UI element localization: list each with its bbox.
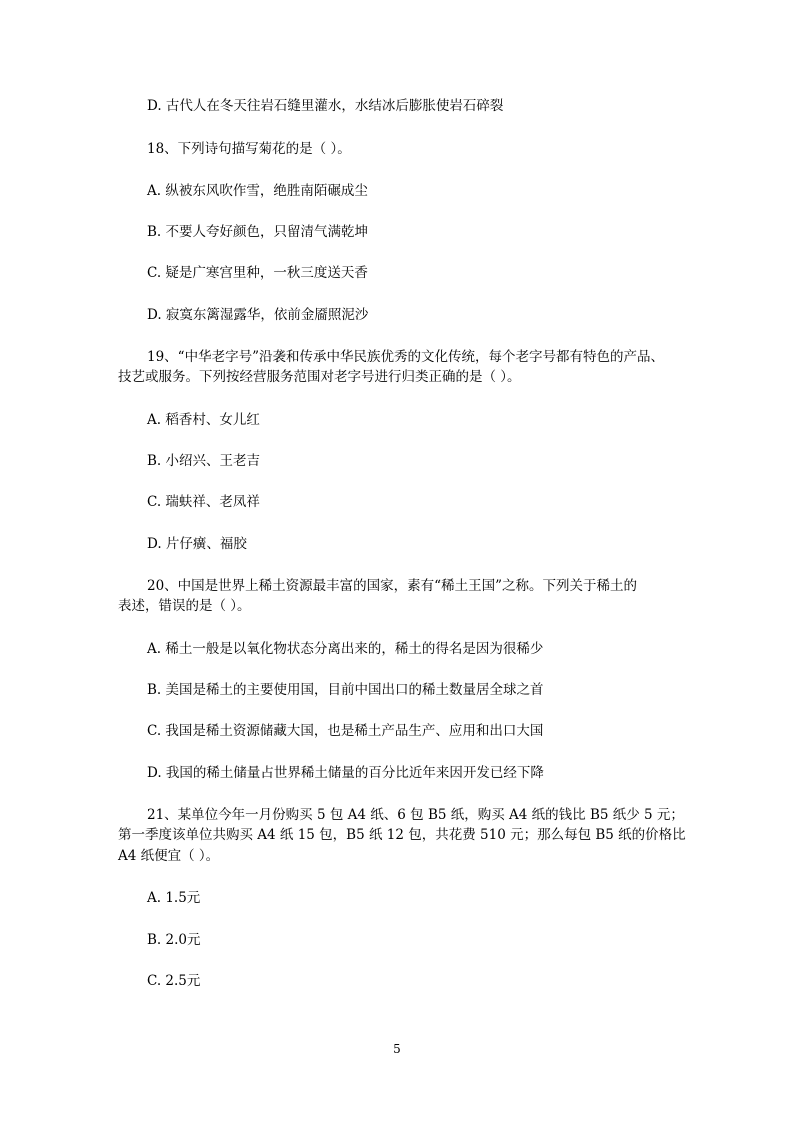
option-18-d: D. 寂寞东篱湿露华，依前金靥照泥沙 [147, 307, 369, 323]
option-21-a: A. 1.5元 [147, 890, 201, 906]
option-20-c: C. 我国是稀土资源储藏大国，也是稀土产品生产、应用和出口大国 [147, 723, 544, 739]
option-18-c: C. 疑是广寒宫里种，一秋三度送天香 [147, 265, 368, 281]
question-21-text-cont: 第一季度该单位共购买 A4 纸 15 包，B5 纸 12 包，共花费 510 元；那么每包 B5 纸的价格比 [118, 827, 686, 843]
option-19-b: B. 小绍兴、王老吉 [147, 453, 261, 469]
question-18-text: 18、下列诗句描写菊花的是（ ）。 [147, 141, 351, 157]
question-20-text: 20、中国是世界上稀土资源最丰富的国家，素有“稀土王国”之称。下列关于稀土的 [147, 578, 637, 594]
option-18-b: B. 不要人夸好颜色，只留清气满乾坤 [147, 224, 369, 240]
option-21-c: C. 2.5元 [147, 973, 201, 989]
question-21-text-cont-2: A4 纸便宜（ ）。 [118, 848, 220, 864]
option-20-d: D. 我国的稀土储量占世界稀土储量的百分比近年来因开发已经下降 [147, 765, 544, 781]
question-19-text: 19、“中华老字号”沿袭和传承中华民族优秀的文化传统，每个老字号都有特色的产品、 [147, 349, 664, 365]
question-19-text-cont: 技艺或服务。下列按经营服务范围对老字号进行归类正确的是（ ）。 [118, 369, 521, 385]
question-20-text-cont: 表述，错误的是（ ）。 [118, 598, 251, 614]
option-19-d: D. 片仔癀、福胶 [147, 536, 247, 552]
option-19-a: A. 稻香村、女儿红 [147, 412, 260, 428]
option-20-a: A. 稀土一般是以氧化物状态分离出来的，稀土的得名是因为很稀少 [147, 641, 544, 657]
page-number: 5 [393, 1042, 401, 1056]
option-19-c: C. 瑞蚨祥、老凤祥 [147, 494, 260, 510]
option-20-b: B. 美国是稀土的主要使用国，目前中国出口的稀土数量居全球之首 [147, 682, 544, 698]
option-17-d: D. 古代人在冬天往岩石缝里灌水，水结冰后膨胀使岩石碎裂 [147, 98, 504, 114]
option-18-a: A. 纵被东风吹作雪，绝胜南陌碾成尘 [147, 183, 368, 199]
option-21-b: B. 2.0元 [147, 932, 201, 948]
question-21-text: 21、某单位今年一月份购买 5 包 A4 纸、6 包 B5 纸，购买 A4 纸的钱比 B5 纸少 5 元； [147, 807, 684, 823]
